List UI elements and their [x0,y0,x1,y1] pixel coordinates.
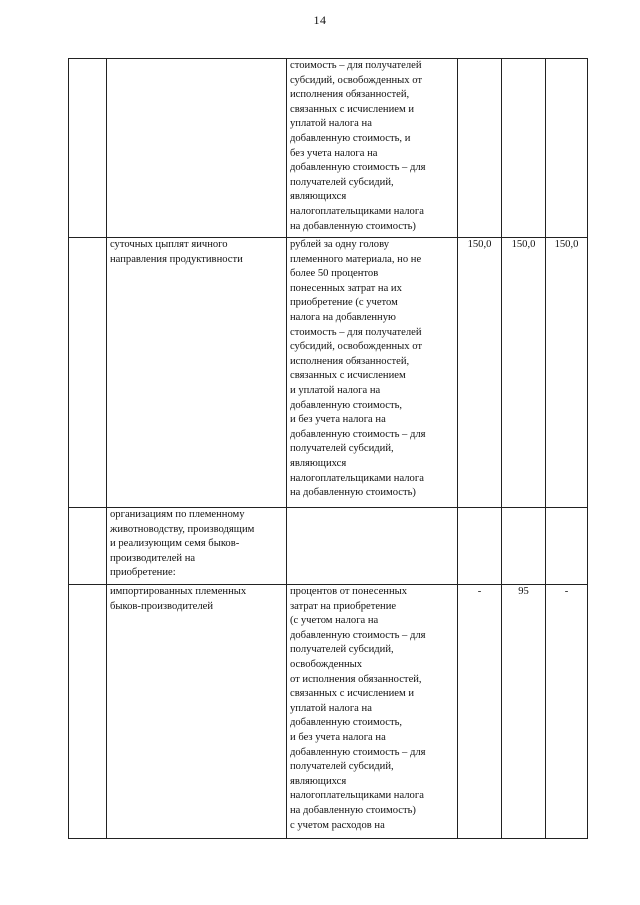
table-row [69,238,588,508]
value-cell-3 [546,59,588,238]
value-cell-1: - [458,585,502,839]
value-cell-3 [546,508,588,585]
table-row [69,59,588,238]
value-cell-2: 150,0 [502,238,546,508]
rate-description-cell: рублей за одну голову племенного материала, но не более 50 процентов понесенных затрат на их приобретение (с учетом налога на добавленную стоимость – для получателей субсидий, освобожденных от исполнения обязанностей, связанных с исчислением и уплатой налога на добавленную стоимость, и без учета налога на добавленную стоимость – для получателей субсидий, являющихся налогоплательщиками налога на добавленную стоимость) [287,238,458,508]
value-cell-2 [502,59,546,238]
row-number-cell [69,585,107,839]
value-cell-3: - [546,585,588,839]
rate-description-cell: стоимость – для получателей субсидий, освобожденных от исполнения обязанностей, связанных с исчислением и уплатой налога на добавленную стоимость, и без учета налога на добавленную стоимость – для получателей субсидий, являющихся налогоплательщиками налога на добавленную стоимость) [287,59,458,238]
value-cell-1 [458,508,502,585]
recipient-cell: импортированных племенных быков-производителей [107,585,287,839]
row-number-cell [69,59,107,238]
recipient-cell: суточных цыплят яичного направления продуктивности [107,238,287,508]
row-number-cell [69,508,107,585]
rate-description-cell [287,508,458,585]
value-cell-2: 95 [502,585,546,839]
recipient-cell [107,59,287,238]
table-row [69,508,588,585]
page-number: 14 [313,13,327,27]
value-cell-2 [502,508,546,585]
row-number-cell [69,238,107,508]
subsidy-rates-table [68,58,588,839]
recipient-cell: организациям по племенному животноводству, производящим и реализующим семя быков- производителей на приобретение: [107,508,287,585]
value-cell-1: 150,0 [458,238,502,508]
rate-description-cell: процентов от понесенных затрат на приобретение (с учетом налога на добавленную стоимость – для получателей субсидий, освобожденных от исполнения обязанностей, связанных с исчислением и уплатой налога на добавленную стоимость, и без учета налога на добавленную стоимость – для получателей субсидий, являющихся налогоплательщиками налога на добавленную стоимость) с учетом расходов на [287,585,458,839]
table-row [69,585,588,839]
value-cell-1 [458,59,502,238]
value-cell-3: 150,0 [546,238,588,508]
